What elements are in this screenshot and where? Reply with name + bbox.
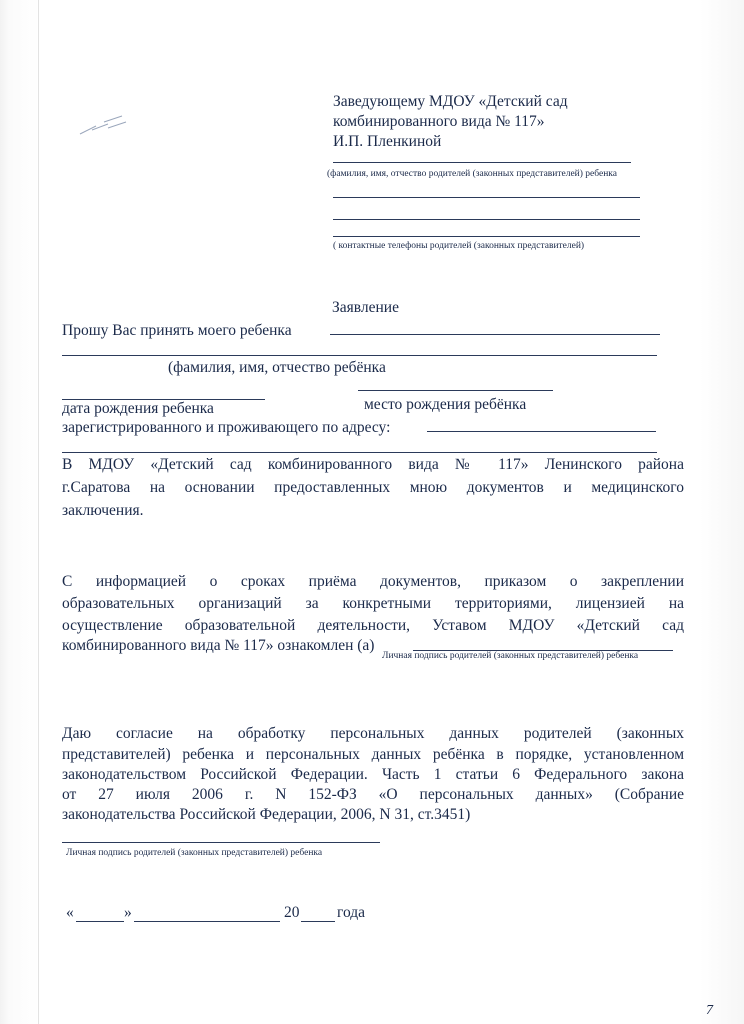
child-name-caption: (фамилия, имя, отчество ребёнка: [168, 359, 386, 376]
page-number: 7: [706, 1003, 713, 1018]
parent-phone-field[interactable]: [333, 236, 640, 237]
date-year-prefix: 20: [284, 904, 300, 921]
child-name-field[interactable]: [330, 334, 660, 335]
parent-name-caption: (фамилия, имя, отчество родителей (законных представителей) ребенка: [327, 169, 617, 179]
child-name-field-cont[interactable]: [62, 355, 657, 356]
ack-line-1: С информацией о сроках приёма документов, приказом о закреплении: [62, 573, 684, 590]
address-label: зарегистрированного и проживающего по адресу:: [62, 419, 391, 436]
pen-mark-icon: [78, 112, 138, 142]
address-field-cont[interactable]: [62, 452, 657, 453]
parent-contact-field-1[interactable]: [333, 197, 640, 198]
birth-place-field[interactable]: [358, 390, 553, 391]
addressee-line-1: Заведующему МДОУ «Детский сад: [333, 93, 568, 110]
request-body-line-3: заключения.: [62, 502, 144, 519]
address-field[interactable]: [427, 431, 656, 432]
addressee-line-2: комбинированного вида № 117»: [333, 113, 545, 130]
birth-place-label: место рождения ребёнка: [364, 396, 527, 413]
phones-caption: ( контактные телефоны родителей (законных представителей): [333, 241, 585, 251]
parent-name-field[interactable]: [333, 162, 631, 163]
date-year-field[interactable]: [301, 921, 335, 922]
date-day-field[interactable]: [76, 921, 124, 922]
parent-contact-field-2[interactable]: [333, 219, 640, 220]
ack-last-line: комбинированного вида № 117» ознакомлен (а): [62, 637, 375, 654]
document-title: Заявление: [332, 299, 399, 316]
request-body-line-2: г.Саратова на основании предоставленных мною документов и медицинского: [62, 479, 684, 496]
date-open-quote: «: [66, 904, 74, 921]
birth-date-label: дата рождения ребенка: [62, 400, 214, 417]
consent-line-3: законодательством Российской Федерации. Часть 1 статьи 6 Федерального закона: [62, 766, 684, 783]
consent-line-2: представителей) ребенка и персональных данных ребёнка в порядке, установленном: [62, 746, 684, 763]
consent-signature-caption: Личная подпись родителей (законных представителей) ребенка: [66, 848, 323, 858]
ack-line-3: осуществление образовательной деятельности, Уставом МДОУ «Детский сад: [62, 617, 684, 634]
ack-line-2: образовательных организаций за конкретными территориями, лицензией на: [62, 595, 684, 612]
consent-line-1: Даю согласие на обработку персональных данных родителей (законных: [62, 725, 684, 742]
date-month-field[interactable]: [134, 921, 280, 922]
request-body-line-1: В МДОУ «Детский сад комбинированного вида № 117» Ленинского района: [62, 456, 684, 473]
consent-signature-field[interactable]: [62, 842, 380, 843]
date-year-suffix: года: [337, 904, 366, 921]
consent-line-5: законодательства Российской Федерации, 2006, N 31, ст.3451): [62, 806, 471, 823]
date-close-quote: »: [124, 904, 132, 921]
ack-signature-caption: Личная подпись родителей (законных представителей) ребенка: [382, 651, 639, 661]
request-prefix: Прошу Вас принять моего ребенка: [62, 322, 292, 339]
consent-line-4: от 27 июля 2006 г. N 152-ФЗ «О персональных данных» (Собрание: [62, 786, 684, 803]
addressee-line-3: И.П. Пленкиной: [333, 133, 442, 150]
scan-edge: [38, 0, 39, 1024]
